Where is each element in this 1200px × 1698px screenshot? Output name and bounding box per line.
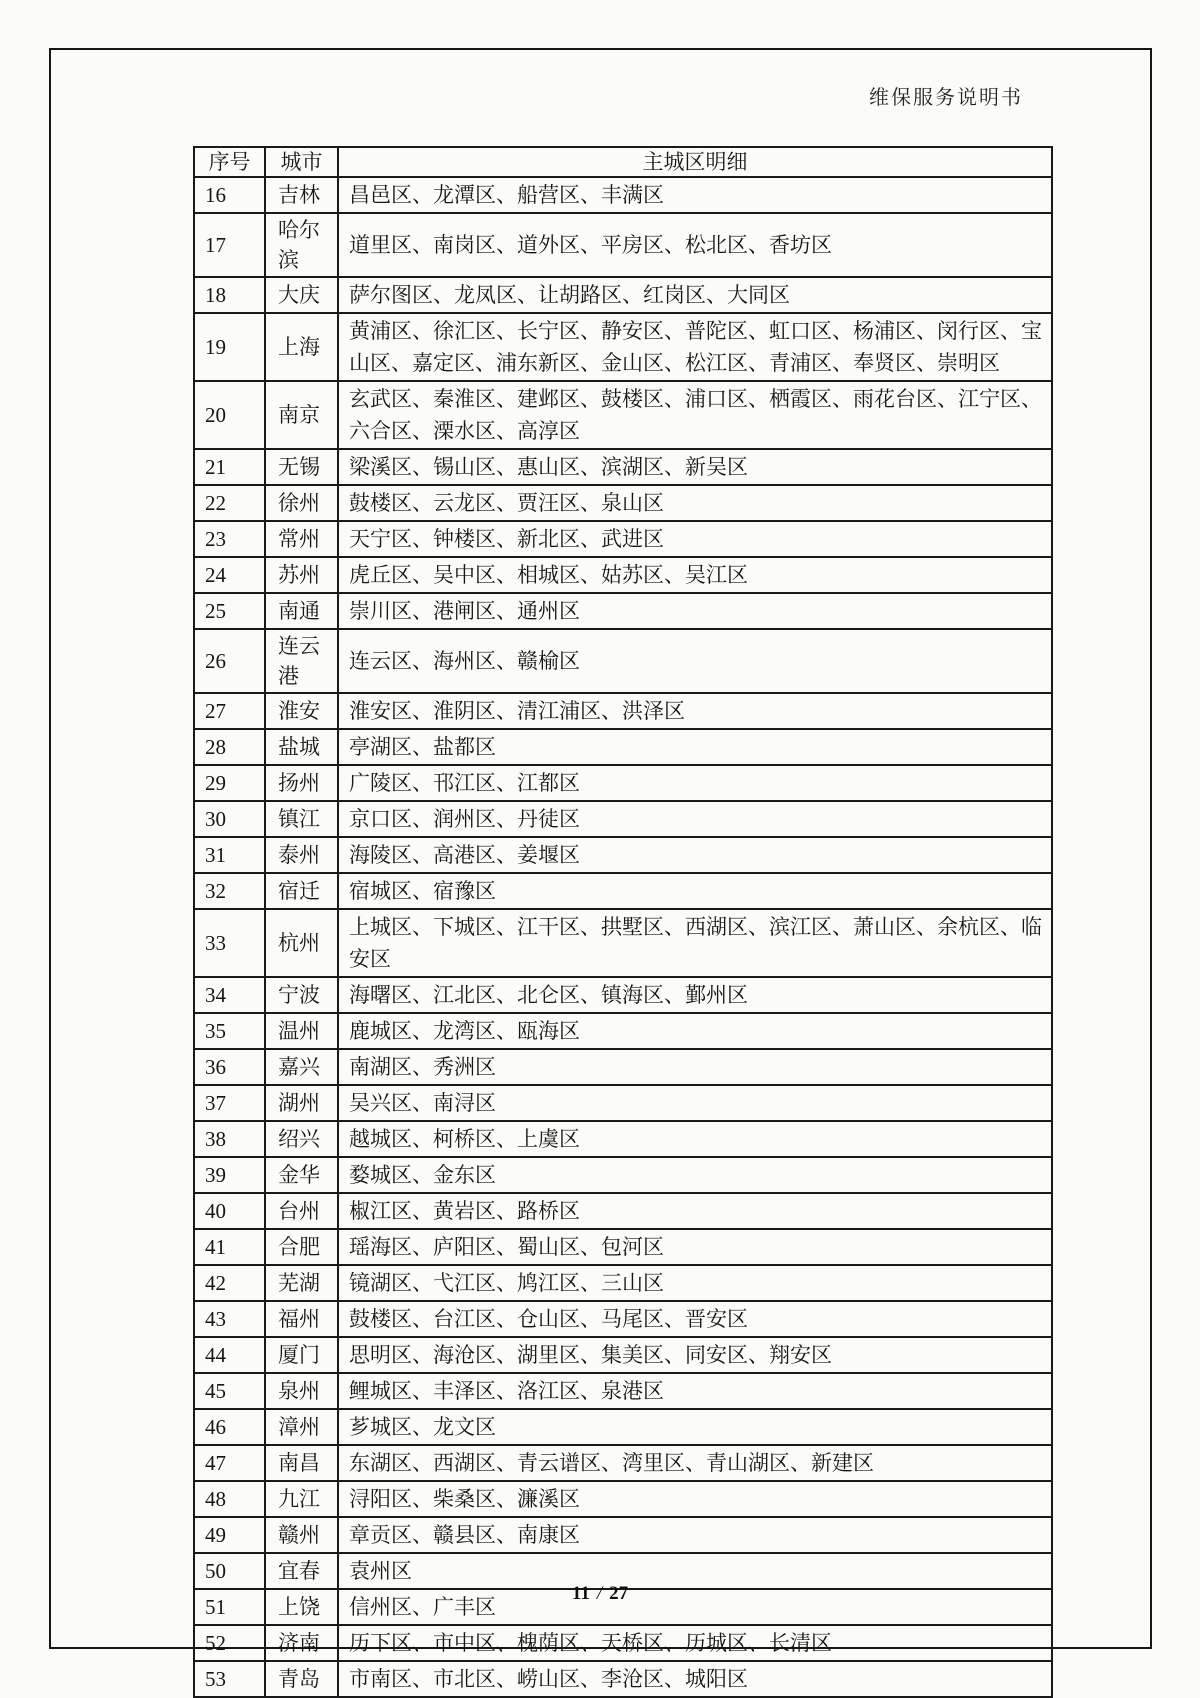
row-city-cell: 哈尔滨 xyxy=(265,213,338,277)
row-districts-cell: 淮安区、淮阴区、清江浦区、洪泽区 xyxy=(338,693,1052,729)
row-number-cell: 44 xyxy=(194,1337,265,1373)
row-districts-cell: 思明区、海沧区、湖里区、集美区、同安区、翔安区 xyxy=(338,1337,1052,1373)
row-city-cell: 绍兴 xyxy=(265,1121,338,1157)
row-city-cell: 福州 xyxy=(265,1301,338,1337)
row-city-cell: 泉州 xyxy=(265,1373,338,1409)
row-city-cell: 合肥 xyxy=(265,1229,338,1265)
row-number-cell: 38 xyxy=(194,1121,265,1157)
table-row xyxy=(194,693,1052,729)
table-row xyxy=(194,1625,1052,1661)
table-row xyxy=(194,1049,1052,1085)
row-city-cell: 宿迁 xyxy=(265,873,338,909)
row-city-cell: 吉林 xyxy=(265,177,338,213)
row-city-cell: 济南 xyxy=(265,1625,338,1661)
row-number-cell: 52 xyxy=(194,1625,265,1661)
row-city-cell: 台州 xyxy=(265,1193,338,1229)
row-districts-cell: 镜湖区、弋江区、鸠江区、三山区 xyxy=(338,1265,1052,1301)
row-number-cell: 24 xyxy=(194,557,265,593)
row-number-cell: 53 xyxy=(194,1661,265,1697)
row-districts-cell: 鼓楼区、台江区、仓山区、马尾区、晋安区 xyxy=(338,1301,1052,1337)
row-city-cell: 湖州 xyxy=(265,1085,338,1121)
table-row xyxy=(194,1265,1052,1301)
table-row xyxy=(194,873,1052,909)
row-city-cell: 九江 xyxy=(265,1481,338,1517)
table-row xyxy=(194,1481,1052,1517)
row-city-cell: 宜春 xyxy=(265,1553,338,1589)
table-row xyxy=(194,1013,1052,1049)
row-number-cell: 27 xyxy=(194,693,265,729)
row-city-cell: 赣州 xyxy=(265,1517,338,1553)
row-number-cell: 43 xyxy=(194,1301,265,1337)
table-row xyxy=(194,1157,1052,1193)
row-city-cell: 南京 xyxy=(265,381,338,449)
row-city-cell: 上海 xyxy=(265,313,338,381)
row-districts-cell: 历下区、市中区、槐荫区、天桥区、历城区、长清区 xyxy=(338,1625,1052,1661)
row-city-cell: 青岛 xyxy=(265,1661,338,1697)
row-number-cell: 50 xyxy=(194,1553,265,1589)
col-header-districts: 主城区明细 xyxy=(338,147,1052,177)
row-districts-cell: 东湖区、西湖区、青云谱区、湾里区、青山湖区、新建区 xyxy=(338,1445,1052,1481)
row-number-cell: 17 xyxy=(194,213,265,277)
row-number-cell: 26 xyxy=(194,629,265,693)
row-districts-cell: 南湖区、秀洲区 xyxy=(338,1049,1052,1085)
row-districts-cell: 玄武区、秦淮区、建邺区、鼓楼区、浦口区、栖霞区、雨花台区、江宁区、六合区、溧水区、高淳区 xyxy=(338,381,1052,449)
row-districts-cell: 章贡区、赣县区、南康区 xyxy=(338,1517,1052,1553)
row-city-cell: 金华 xyxy=(265,1157,338,1193)
table-row xyxy=(194,1661,1052,1697)
row-city-cell: 厦门 xyxy=(265,1337,338,1373)
row-number-cell: 28 xyxy=(194,729,265,765)
row-districts-cell: 上城区、下城区、江干区、拱墅区、西湖区、滨江区、萧山区、余杭区、临安区 xyxy=(338,909,1052,977)
row-districts-cell: 袁州区 xyxy=(338,1553,1052,1589)
row-number-cell: 29 xyxy=(194,765,265,801)
col-header-no: 序号 xyxy=(194,147,265,177)
row-city-cell: 淮安 xyxy=(265,693,338,729)
row-districts-cell: 天宁区、钟楼区、新北区、武进区 xyxy=(338,521,1052,557)
row-districts-cell: 梁溪区、锡山区、惠山区、滨湖区、新吴区 xyxy=(338,449,1052,485)
row-districts-cell: 崇川区、港闸区、通州区 xyxy=(338,593,1052,629)
table-row xyxy=(194,729,1052,765)
row-number-cell: 41 xyxy=(194,1229,265,1265)
row-number-cell: 32 xyxy=(194,873,265,909)
row-districts-cell: 海陵区、高港区、姜堰区 xyxy=(338,837,1052,873)
table-row xyxy=(194,801,1052,837)
row-districts-cell: 婺城区、金东区 xyxy=(338,1157,1052,1193)
row-number-cell: 46 xyxy=(194,1409,265,1445)
row-districts-cell: 芗城区、龙文区 xyxy=(338,1409,1052,1445)
table-header-row xyxy=(194,147,1052,177)
row-number-cell: 45 xyxy=(194,1373,265,1409)
table-row xyxy=(194,837,1052,873)
table-row xyxy=(194,629,1052,693)
table-row xyxy=(194,557,1052,593)
table-row xyxy=(194,1337,1052,1373)
row-number-cell: 33 xyxy=(194,909,265,977)
row-number-cell: 31 xyxy=(194,837,265,873)
row-city-cell: 芜湖 xyxy=(265,1265,338,1301)
row-city-cell: 漳州 xyxy=(265,1409,338,1445)
row-number-cell: 51 xyxy=(194,1589,265,1625)
row-city-cell: 常州 xyxy=(265,521,338,557)
table-row xyxy=(194,1229,1052,1265)
row-number-cell: 21 xyxy=(194,449,265,485)
row-city-cell: 南昌 xyxy=(265,1445,338,1481)
row-number-cell: 48 xyxy=(194,1481,265,1517)
row-city-cell: 镇江 xyxy=(265,801,338,837)
city-districts-table xyxy=(193,146,1053,1698)
row-city-cell: 苏州 xyxy=(265,557,338,593)
row-districts-cell: 鼓楼区、云龙区、贾汪区、泉山区 xyxy=(338,485,1052,521)
row-districts-cell: 越城区、柯桥区、上虞区 xyxy=(338,1121,1052,1157)
row-districts-cell: 椒江区、黄岩区、路桥区 xyxy=(338,1193,1052,1229)
row-city-cell: 盐城 xyxy=(265,729,338,765)
total-pages: 27 xyxy=(609,1583,629,1604)
table-row xyxy=(194,1085,1052,1121)
row-city-cell: 宁波 xyxy=(265,977,338,1013)
table-row xyxy=(194,765,1052,801)
table-row xyxy=(194,1517,1052,1553)
row-districts-cell: 浔阳区、柴桑区、濂溪区 xyxy=(338,1481,1052,1517)
table-header xyxy=(194,147,1052,177)
table-row xyxy=(194,593,1052,629)
row-districts-cell: 吴兴区、南浔区 xyxy=(338,1085,1052,1121)
row-city-cell: 温州 xyxy=(265,1013,338,1049)
row-districts-cell: 鲤城区、丰泽区、洛江区、泉港区 xyxy=(338,1373,1052,1409)
table-row xyxy=(194,485,1052,521)
table-body xyxy=(194,177,1052,1697)
row-districts-cell: 萨尔图区、龙凤区、让胡路区、红岗区、大同区 xyxy=(338,277,1052,313)
row-city-cell: 无锡 xyxy=(265,449,338,485)
row-city-cell: 上饶 xyxy=(265,1589,338,1625)
row-districts-cell: 昌邑区、龙潭区、船营区、丰满区 xyxy=(338,177,1052,213)
row-districts-cell: 京口区、润州区、丹徒区 xyxy=(338,801,1052,837)
row-city-cell: 徐州 xyxy=(265,485,338,521)
row-number-cell: 42 xyxy=(194,1265,265,1301)
row-number-cell: 47 xyxy=(194,1445,265,1481)
row-districts-cell: 鹿城区、龙湾区、瓯海区 xyxy=(338,1013,1052,1049)
table-row xyxy=(194,1301,1052,1337)
row-number-cell: 20 xyxy=(194,381,265,449)
row-number-cell: 23 xyxy=(194,521,265,557)
row-number-cell: 25 xyxy=(194,593,265,629)
table-row xyxy=(194,313,1052,381)
row-number-cell: 18 xyxy=(194,277,265,313)
row-districts-cell: 连云区、海州区、赣榆区 xyxy=(338,629,1052,693)
row-districts-cell: 广陵区、邗江区、江都区 xyxy=(338,765,1052,801)
row-city-cell: 嘉兴 xyxy=(265,1049,338,1085)
row-districts-cell: 虎丘区、吴中区、相城区、姑苏区、吴江区 xyxy=(338,557,1052,593)
row-districts-cell: 瑶海区、庐阳区、蜀山区、包河区 xyxy=(338,1229,1052,1265)
row-number-cell: 35 xyxy=(194,1013,265,1049)
col-header-city: 城市 xyxy=(265,147,338,177)
row-number-cell: 34 xyxy=(194,977,265,1013)
doc-header-title: 维保服务说明书 xyxy=(869,87,1023,109)
row-districts-cell: 信州区、广丰区 xyxy=(338,1589,1052,1625)
row-districts-cell: 黄浦区、徐汇区、长宁区、静安区、普陀区、虹口区、杨浦区、闵行区、宝山区、嘉定区、浦东新区、金山区、松江区、青浦区、奉贤区、崇明区 xyxy=(338,313,1052,381)
row-number-cell: 49 xyxy=(194,1517,265,1553)
row-districts-cell: 市南区、市北区、崂山区、李沧区、城阳区 xyxy=(338,1661,1052,1697)
table-row xyxy=(194,1445,1052,1481)
row-number-cell: 39 xyxy=(194,1157,265,1193)
row-districts-cell: 宿城区、宿豫区 xyxy=(338,873,1052,909)
row-city-cell: 泰州 xyxy=(265,837,338,873)
row-number-cell: 19 xyxy=(194,313,265,381)
page-number: 11 xyxy=(571,1583,590,1604)
table-row xyxy=(194,1409,1052,1445)
table-row xyxy=(194,213,1052,277)
row-districts-cell: 海曙区、江北区、北仑区、镇海区、鄞州区 xyxy=(338,977,1052,1013)
page-number-separator: / xyxy=(596,1583,603,1604)
row-city-cell: 连云港 xyxy=(265,629,338,693)
row-city-cell: 杭州 xyxy=(265,909,338,977)
table-row xyxy=(194,909,1052,977)
table-row xyxy=(194,177,1052,213)
table-row xyxy=(194,977,1052,1013)
row-city-cell: 南通 xyxy=(265,593,338,629)
page-footer xyxy=(0,1583,1200,1605)
row-number-cell: 37 xyxy=(194,1085,265,1121)
row-city-cell: 大庆 xyxy=(265,277,338,313)
table-row xyxy=(194,1373,1052,1409)
row-number-cell: 30 xyxy=(194,801,265,837)
row-number-cell: 36 xyxy=(194,1049,265,1085)
row-number-cell: 16 xyxy=(194,177,265,213)
table-row xyxy=(194,277,1052,313)
row-districts-cell: 亭湖区、盐都区 xyxy=(338,729,1052,765)
row-number-cell: 40 xyxy=(194,1193,265,1229)
table-row xyxy=(194,381,1052,449)
row-city-cell: 扬州 xyxy=(265,765,338,801)
row-number-cell: 22 xyxy=(194,485,265,521)
row-districts-cell: 道里区、南岗区、道外区、平房区、松北区、香坊区 xyxy=(338,213,1052,277)
table-row xyxy=(194,1121,1052,1157)
table-row xyxy=(194,449,1052,485)
table-row xyxy=(194,1193,1052,1229)
table-row xyxy=(194,521,1052,557)
